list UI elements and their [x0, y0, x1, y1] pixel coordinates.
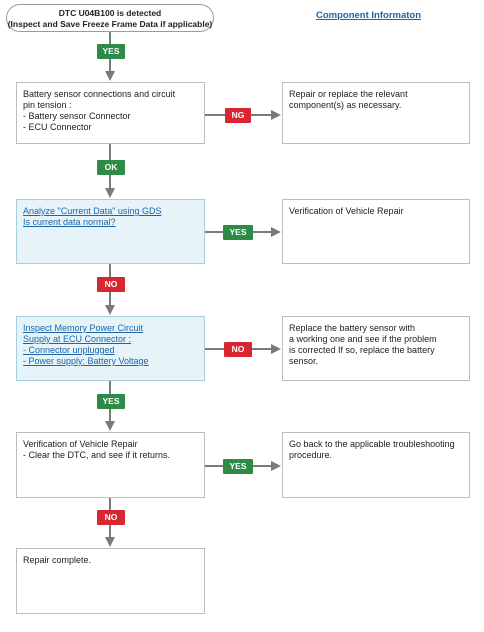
step3-box — [16, 316, 205, 381]
step3-branch-label: NO — [224, 342, 252, 357]
step1-result-box — [282, 82, 470, 144]
label-yes-2: YES — [97, 394, 125, 409]
step2-result-box — [282, 199, 470, 264]
step3-link-line[interactable]: - Power supply: Battery Voltage — [23, 356, 149, 366]
step2-link-line[interactable]: Analyze "Current Data" using GDS — [23, 206, 162, 216]
label-no-2: NO — [97, 510, 125, 525]
step4-result-line: Go back to the applicable troubleshooting — [289, 439, 455, 449]
step3-result-line: is corrected If so, replace the battery — [289, 345, 435, 355]
step4-box — [16, 432, 205, 498]
step3-link-line[interactable]: - Connector unplugged — [23, 345, 115, 355]
step3-link-line[interactable]: Supply at ECU Connector : — [23, 334, 132, 344]
step1-line: - ECU Connector — [23, 122, 92, 132]
step3-result-line: a working one and see if the problem — [289, 334, 437, 344]
start-node — [6, 4, 214, 32]
step1-line: - Battery sensor Connector — [23, 111, 131, 121]
step4-line: Verification of Vehicle Repair — [23, 439, 138, 449]
label-ok: OK — [97, 160, 125, 175]
step4-result-box — [282, 432, 470, 498]
label-yes-1: YES — [97, 44, 125, 59]
step5-line: Repair complete. — [23, 555, 92, 565]
step1-result-line: Repair or replace the relevant — [289, 89, 408, 99]
step3-result-line: Replace the battery sensor with — [289, 323, 416, 333]
step1-box — [16, 82, 205, 144]
step4-result-line: procedure. — [289, 450, 333, 460]
step3-result-box — [282, 316, 470, 381]
step1-line: Battery sensor connections and circuit — [23, 89, 176, 99]
step5-box — [16, 548, 205, 614]
step2-box — [16, 199, 205, 264]
component-information-link[interactable]: Component Informaton — [316, 10, 422, 21]
step3-link-line[interactable]: Inspect Memory Power Circuit — [23, 323, 144, 333]
step4-line: - Clear the DTC, and see if it returns. — [23, 450, 171, 460]
label-no-1: NO — [97, 277, 125, 292]
start-line-1: DTC U04B100 is detected — [58, 8, 162, 18]
step1-line: pin tension : — [23, 100, 72, 110]
step2-link-line[interactable]: Is current data normal? — [23, 217, 116, 227]
step1-result-line: component(s) as necessary. — [289, 100, 402, 110]
step4-branch-label: YES — [223, 459, 253, 474]
step3-result-line: sensor. — [289, 356, 319, 366]
step2-branch-label: YES — [223, 225, 253, 240]
start-line-2: (Inspect and Save Freeze Frame Data if applicable) — [7, 18, 213, 29]
step1-branch-label: NG — [225, 108, 251, 123]
step2-result-line: Verification of Vehicle Repair — [289, 206, 404, 216]
